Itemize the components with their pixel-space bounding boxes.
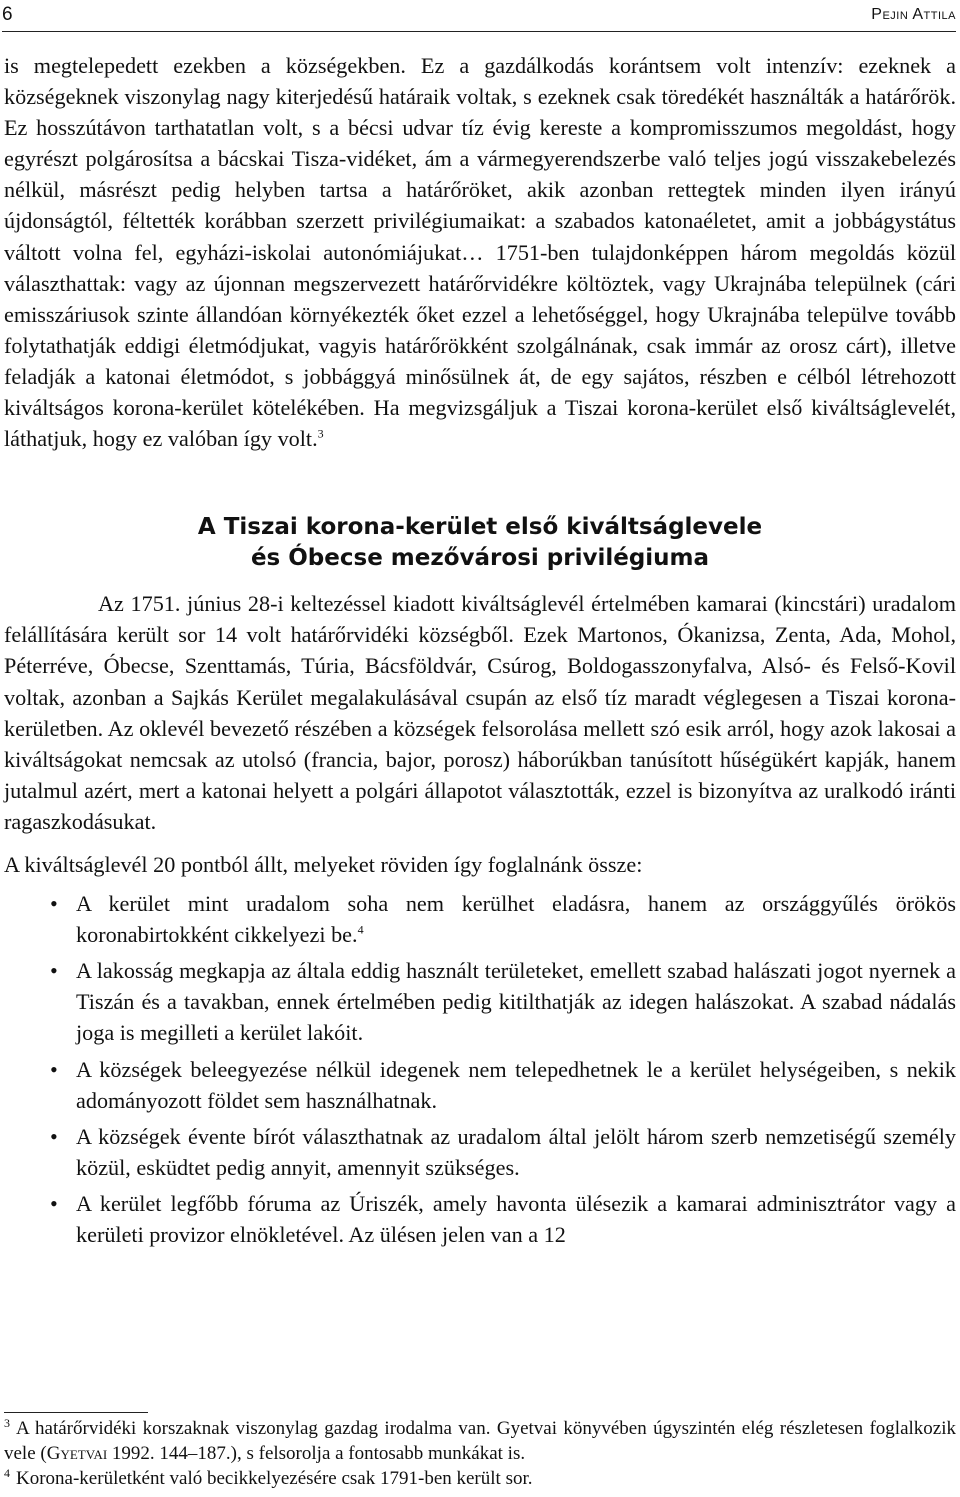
footnotes <box>4 1416 956 1491</box>
list-item <box>50 1054 956 1116</box>
header-rule <box>2 31 956 32</box>
bullet-icon: • <box>50 1190 58 1216</box>
list-item <box>50 1188 956 1250</box>
section-heading-line-2: és Óbecse mezővárosi privilégiuma <box>250 545 710 572</box>
footnote-3-mark: 3 <box>4 1415 10 1430</box>
paragraph-1 <box>4 50 956 454</box>
bullet-icon: • <box>50 891 58 917</box>
list-item <box>50 888 956 950</box>
list-item-text: A kerület mint uradalom soha nem kerülhet eladásra, hanem az országgyűlés örökös koronabirtokként cikkelyezi be. <box>76 891 956 948</box>
footnote-4-mark: 4 <box>4 1465 10 1480</box>
footnote-3 <box>4 1416 956 1466</box>
running-header <box>2 4 956 30</box>
list-item <box>50 1121 956 1183</box>
privilege-list <box>4 888 956 1250</box>
list-item-text: A községek beleegyezése nélkül idegenek nem telepedhetnek le a kerület helységeiben, s nekik adományozott földet sem használhatnak. <box>76 1056 956 1113</box>
section-heading <box>4 512 956 574</box>
paragraph-2: Az 1751. június 28-i keltezéssel kiadott kiváltságlevél értelmében kamarai (kincstári) uradalom felállítására került sor 14 volt határőrvidéki községből. Ezek Martonos, Ókanizsa, Zenta, Ada, Mohol, Péterréve, Óbecse, Szenttamás, Túria, Bácsföldvár, Csúrog, Boldogasszonyfalva, Alsó- és Felső-Kovil voltak, azonban a Sajkás Kerület megalakulásával csupán az első tíz maradt véglegesen a Tiszai korona-kerületben. Az oklevél bevezető részében a községek felsorolása mellett szó esik arról, hogy azok lakosai a kiváltságokat nemcsak az utolsó (francia, bajor, porosz) háborúkban tanúsított hűségükért kapják, hanem jutalmul azért, mert a katonai helyett a polgári állapotot választották, ezzel is bizonyítva az uralkodó iránti ragaszkodásukat. <box>4 591 956 834</box>
bullet-icon: • <box>50 1123 58 1149</box>
list-item-text: A községek évente bírót választhatnak az uradalom által jelölt három szerb nemzetiségű személy közül, esküdtet pedig annyit, amennyit szükséges. <box>76 1123 956 1180</box>
section-heading-line-1: A Tiszai korona-kerület első kiváltságlevele <box>197 514 763 541</box>
paragraph-1-text: is megtelepedett ezekben a községekben. Ez a gazdálkodás korántsem volt intenzív: ezeknek a községeknek viszonylag nagy kiterjedésű határaik voltak, s ezeknek csak töredékét használták a határőrök. Ez hosszútávon tarthatatlan volt, s a bécsi udvar tíz évig kereste a kompromisszumos megoldást, hogy egyrészt polgárosítsa a bácskai Tisza-vidéket, ám a vármegyerendszerbe való teljes jogú visszakebelezés nélkül, másrészt pedig helyben tartsa a határőröket, akik azonban rettegtek minden ilyen irányú újdonságtól, féltették korábban szerzett privilégiumaikat: a szabados katonaéletet, amit a jobbágystátus váltott volna fel, egyházi-iskolai autonómiájukat… 1751-ben tulajdonképpen három megoldás közül választhattak: vagy az újonnan megszervezett határőrvidékre költöztek, vagy Ukrajnába települnek (cári emisszáriusok szinte állandóan környékezték őket ezzel a lehetőséggel, hogy Ukrajnába települve tovább folytathatják eddigi életmódjukat, vagyis határőrökként szolgálnának, csak immár az orosz cárt), illetve feladják a katonai életmódot, s jobbággyá minősülnek át, de egy sajátos, részben e célból létrehozott kiváltságos korona-kerület kötelékében. Ha megvizsgáljuk a Tiszai korona-kerület első kiváltságlevelét, láthatjuk, hogy ez valóban így volt. <box>4 53 956 452</box>
footnote-3-text-b: 1992. 144–187.), s felsorolja a fontosabb munkákat is. <box>107 1443 526 1464</box>
footnote-3-author: Gyetvai <box>46 1443 108 1464</box>
footnote-3-text-a: A határőrvidéki korszaknak viszonylag gazdag irodalma van. Gyetvai könyvében úgyszintén elég részletesen foglalkozik vele ( <box>4 1418 956 1464</box>
running-header-author: Pejin Attila <box>871 6 956 23</box>
footnote-4-text: Korona-kerületként való becikkelyezésére csak 1791-ben került sor. <box>16 1468 533 1489</box>
list-item <box>50 955 956 1048</box>
footnote-ref-3[interactable]: 3 <box>317 426 324 441</box>
body-text <box>4 50 956 1255</box>
bullet-icon: • <box>50 958 58 984</box>
footnote-ref-4[interactable]: 4 <box>357 922 364 937</box>
footnote-rule <box>4 1412 148 1413</box>
list-item-text: A kerület legfőbb fóruma az Úriszék, amely havonta ülésezik a kamarai adminisztrátor vagy a kerületi provizor elnökletével. Az ülésen jelen van a 12 <box>76 1190 956 1247</box>
list-item-text: A lakosság megkapja az általa eddig használt területeket, emellett szabad halászati jogot nyernek a Tiszán és a tavakban, ennek értelmében pedig kitilthatják az idegen halászokat. A szabad nádalás joga is megilleti a kerület lakóit. <box>76 958 956 1046</box>
paragraph-3: A kiváltságlevél 20 pontból állt, melyeket röviden így foglalnánk össze: <box>4 851 643 877</box>
page-number: 6 <box>2 4 13 25</box>
bullet-icon: • <box>50 1056 58 1082</box>
footnote-4 <box>4 1466 956 1491</box>
